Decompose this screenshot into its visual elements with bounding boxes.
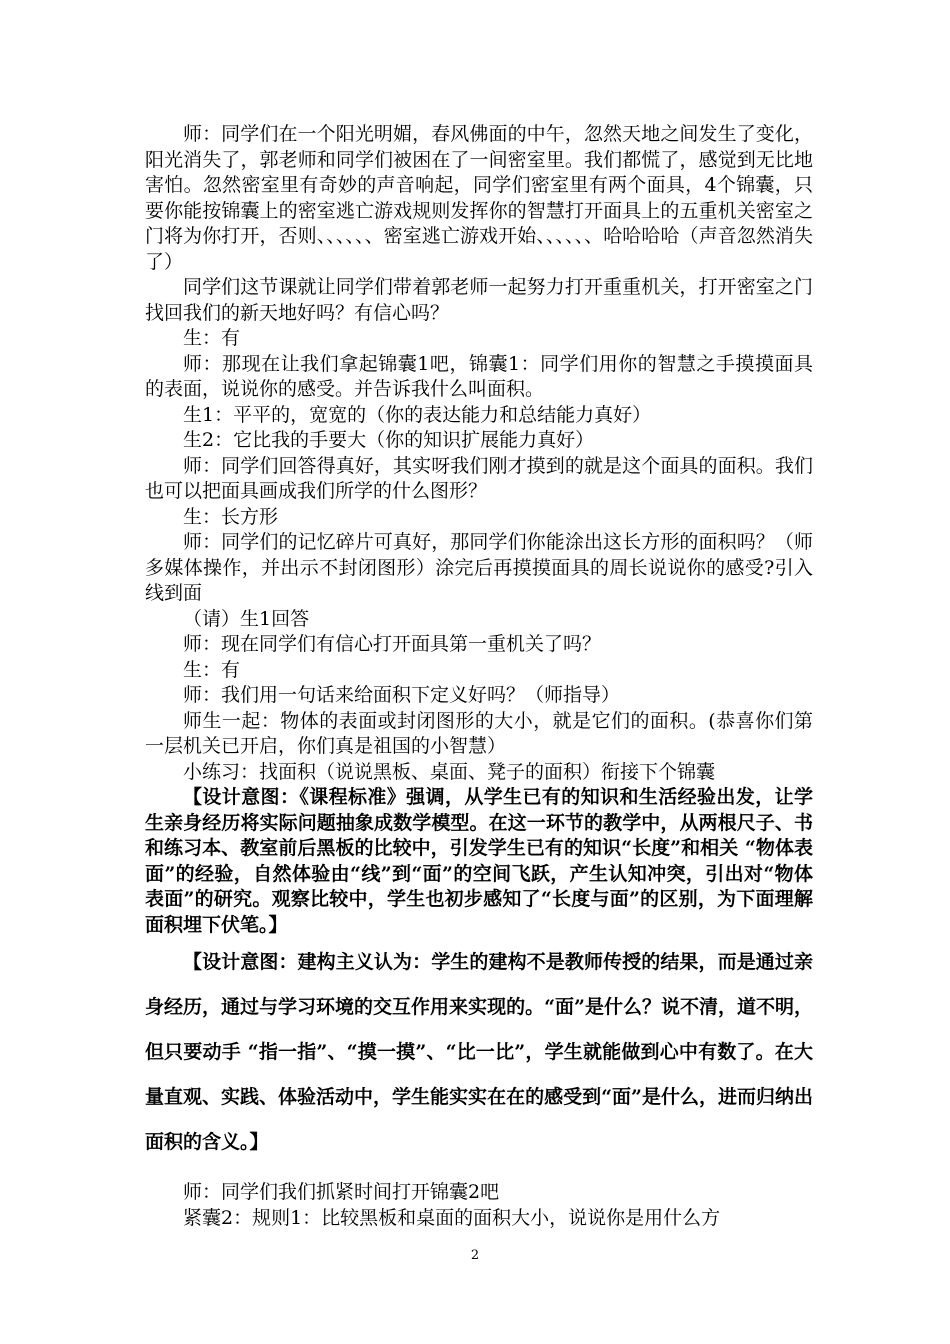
paragraph: 生1：平平的，宽宽的（你的表达能力和总结能力真好） — [183, 403, 652, 426]
page-number: 2 — [470, 1248, 480, 1263]
design-intent-note: 【设计意图：《课程标准》强调，从学生已有的知识和生活经验出发，让学生亲身经历将实际问题抽象成数学模型。在这一环节的教学中，从两根尺子、书和练习本、教室前后黑板的比较中，引发学生已有的知识“长度”和相关 “物体表面”的经验，自然体验由“线”到“面”的空间飞跃，产生认知冲突，引出对“物体表面”的研究。观察比较中，学生也初步感知了“长度与面”的区别，为下面理解面积埋下伏笔。】 — [145, 786, 813, 936]
design-intent-note: 【设计意图：建构主义认为：学生的建构不是教师传授的结果，而是通过亲身经历，通过与学习环境的交互作用来实现的。“面”是什么？说不清，道不明，但只要动手 “指一指”、“摸一摸”、“比一比”，学生就能做到心中有数了。在大量直观、实践、体验活动中，学生能实实在在的感受到“面”是什么，进而归纳出面积的含义。】 — [145, 951, 813, 1153]
paragraph: 小练习：找面积（说说黑板、桌面、凳子的面积）衔接下个锦囊 — [183, 760, 716, 783]
paragraph: （请）生1回答 — [183, 607, 310, 630]
paragraph: 生2：它比我的手要大（你的知识扩展能力真好） — [183, 429, 595, 451]
paragraph: 师：现在同学们有信心打开面具第一重机关了吗？ — [183, 633, 602, 655]
paragraph: 同学们这节课就让同学们带着郭老师一起努力打开重重机关，打开密室之门找回我们的新天地好吗？有信心吗？ — [145, 276, 813, 324]
paragraph: 师生一起：物体的表面或封闭图形的大小，就是它们的面积。(恭喜你们第一层机关已开启，你们真是祖国的小智慧） — [145, 709, 813, 757]
paragraph: 生：长方形 — [183, 505, 279, 528]
paragraph: 生：有 — [183, 327, 241, 349]
paragraph: 师：我们用一句话来给面积下定义好吗？（师指导） — [183, 684, 621, 706]
paragraph: 师：同学们的记忆碎片可真好，那同学们你能涂出这长方形的面积吗？（师多媒体操作，并出示不封闭图形）涂完后再摸摸面具的周长说说你的感受?引入线到面 — [145, 531, 813, 604]
paragraph: 师：同学们在一个阳光明媚，春风佛面的中午，忽然天地之间发生了变化，阳光消失了，郭老师和同学们被困在了一间密室里。我们都慌了，感觉到无比地害怕。忽然密室里有奇妙的声音响起，同学们密室里有两个面具，4个锦囊，只要你能按锦囊上的密室逃亡游戏规则发挥你的智慧打开面具上的五重机关密室之门将为你打开，否则、、、、、、密室逃亡游戏开始、、、、、、哈哈哈哈（声音忽然消失了） — [145, 123, 813, 273]
paragraph: 紧囊2：规则1：比较黑板和桌面的面积大小，说说你是用什么方 — [183, 1206, 721, 1229]
paragraph: 师：同学们我们抓紧时间打开锦囊2吧 — [183, 1181, 500, 1203]
paragraph: 师：同学们回答得真好，其实呀我们刚才摸到的就是这个面具的面积。我们也可以把面具画成我们所学的什么图形？ — [145, 454, 813, 502]
paragraph: 师：那现在让我们拿起锦囊1吧，锦囊1：同学们用你的智慧之手摸摸面具的表面，说说你的感受。并告诉我什么叫面积。 — [145, 352, 813, 400]
paragraph: 生：有 — [183, 658, 241, 681]
document-body — [145, 122, 813, 1231]
